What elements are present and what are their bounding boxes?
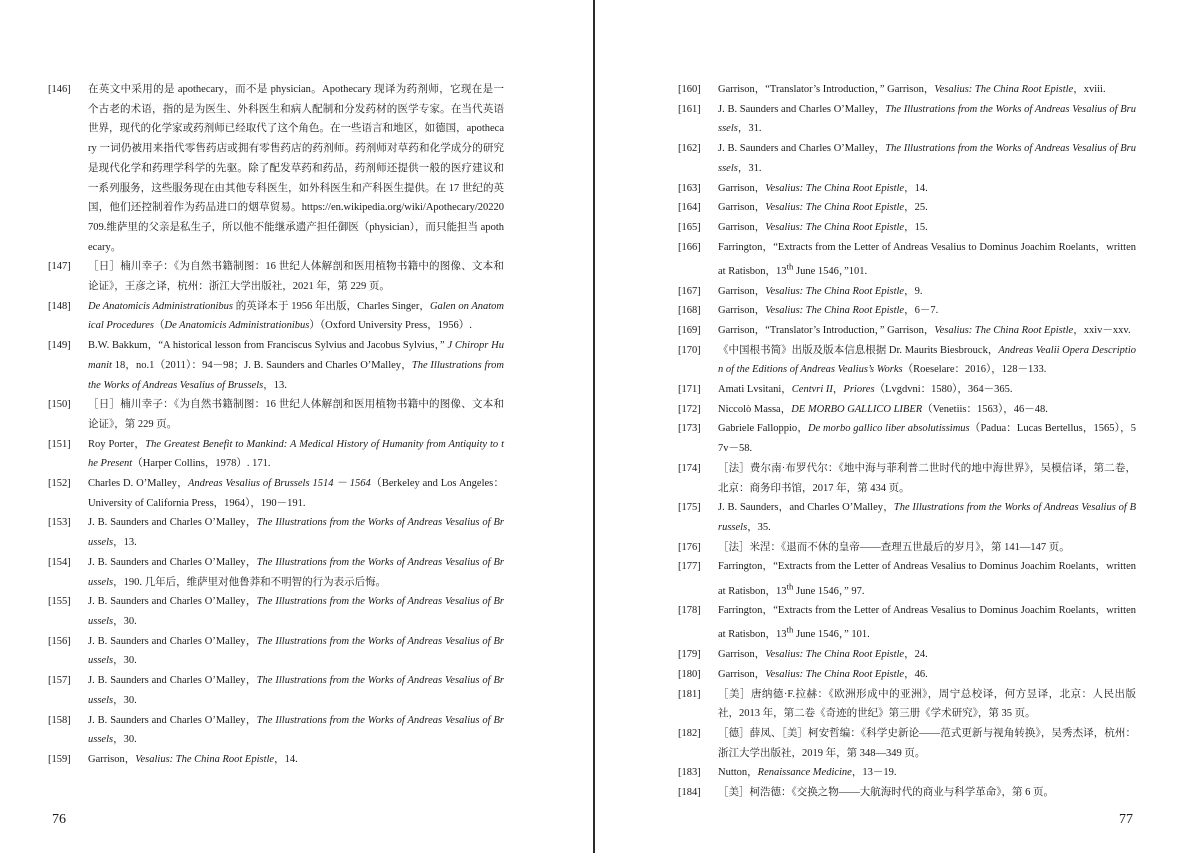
footnote-item xyxy=(48,297,504,336)
footnote-item xyxy=(678,301,1136,321)
book-spine xyxy=(593,0,595,853)
right-page-notes xyxy=(678,80,1136,803)
footnote-text: De Anatomicis Administrationibus 的英译本于 1956 年出版，Charles Singer，Galen on Anatomical Procedures（De Anatomicis Administrationibus）（Oxford University Press，1956）. xyxy=(88,300,504,332)
footnote-text: J. B. Saunders and Charles O’Malley，The Illustrations from the Works of Andreas Vesalius of Brussels，30. xyxy=(88,714,504,746)
footnote-item xyxy=(48,257,504,296)
footnote-item xyxy=(678,557,1136,601)
footnote-number: [156] xyxy=(48,635,71,647)
left-page-notes xyxy=(48,80,504,770)
footnote-number: [147] xyxy=(48,261,71,273)
footnote-text: Garrison，Vesalius: The China Root Epistle，25. xyxy=(718,202,928,214)
footnote-number: [155] xyxy=(48,596,71,608)
footnote-number: [165] xyxy=(678,221,701,233)
footnote-text: Farrington，“Extracts from the Letter of Andreas Vesalius to Dominus Joachim Roelants，written at Ratisbon，13th June 1546，” 97. xyxy=(718,561,1136,597)
footnote-text: J. B. Saunders and Charles O’Malley，The Illustrations from the Works of Andreas Vesalius of Brussels，190. 几年后，维萨里对他鲁莽和不明智的行为表示后悔。 xyxy=(88,556,504,588)
footnote-text: J. B. Saunders and Charles O’Malley，The Illustrations from the Works of Andreas Vesalius of Brussels，30. xyxy=(88,675,504,706)
footnote-text: Garrison，Vesalius: The China Root Epistle，15. xyxy=(718,221,928,233)
footnote-item xyxy=(48,553,504,592)
footnote-number: [166] xyxy=(678,241,701,253)
footnote-number: [173] xyxy=(678,423,701,435)
footnote-number: [167] xyxy=(678,285,701,297)
footnote-text: Roy Porter，The Greatest Benefit to Mankind: A Medical History of Humanity from Antiquity to the Present（Harper Collins，1978）. 171. xyxy=(88,438,505,470)
footnote-item xyxy=(48,671,504,710)
footnote-text: Charles D. O’Malley，Andreas Vesalius of Brussels 1514 － 1564（Berkeley and Los Angeles：University of California Press，1964），190－191. xyxy=(88,478,505,509)
footnote-text: 《中国根书简》出版及版本信息根据 Dr. Maurits Biesbrouck，Andreas Vealii Opera Description of the Editions of Andreas Vealius’s Works（Roeselare：2016），128－133. xyxy=(718,344,1136,376)
footnote-number: [175] xyxy=(678,502,701,514)
footnote-text: J. B. Saunders and Charles O’Malley，The Illustrations from the Works of Andreas Vesalius of Brussels，30. xyxy=(88,635,504,667)
footnote-number: [168] xyxy=(678,305,701,317)
footnote-number: [150] xyxy=(48,399,71,411)
footnote-text: Garrison，Vesalius: The China Root Epistle，9. xyxy=(718,285,923,297)
footnote-item xyxy=(678,198,1136,218)
footnote-text: Amati Lvsitani，Centvri II，Priores（Lvgdvni：1580），364－365. xyxy=(718,384,1013,396)
footnote-text: ［德］薛凤、［美］柯安哲编：《科学史新论——范式更新与视角转换》，吴秀杰译，杭州：浙江大学出版社，2019 年，第 348—349 页。 xyxy=(718,728,1136,759)
footnote-number: [164] xyxy=(678,202,701,214)
footnote-number: [176] xyxy=(678,541,701,553)
footnote-text: J. B. Saunders and Charles O’Malley，The Illustrations from the Works of Andreas Vesalius of Brussels，30. xyxy=(88,596,504,627)
footnote-item xyxy=(678,685,1136,724)
footnote-number: [169] xyxy=(678,324,701,336)
footnote-number: [174] xyxy=(678,462,701,474)
footnote-text: J. B. Saunders and Charles O’Malley，The Illustrations from the Works of Andreas Vesalius of Brussels，13. xyxy=(88,517,504,549)
footnote-item xyxy=(678,321,1136,341)
footnote-item xyxy=(678,665,1136,685)
footnote-text: B.W. Bakkum，“A historical lesson from Franciscus Sylvius and Jacobus Sylvius，” J Chiropr Humanit 18，no.1（2011）：94－98；J. B. Saunders and Charles O’Malley，The Illustrations from the Works of Andreas Vesalius of Brussels，13. xyxy=(88,340,504,391)
footnote-number: [152] xyxy=(48,478,71,490)
footnote-item xyxy=(48,750,504,770)
footnote-number: [170] xyxy=(678,344,701,356)
footnote-item xyxy=(48,435,504,474)
footnote-item xyxy=(678,100,1136,139)
footnote-number: [177] xyxy=(678,561,701,573)
footnote-item xyxy=(48,80,504,257)
footnote-item xyxy=(678,380,1136,400)
footnote-number: [148] xyxy=(48,300,71,312)
footnote-number: [172] xyxy=(678,403,701,415)
footnote-item xyxy=(678,341,1136,380)
footnote-number: [180] xyxy=(678,668,701,680)
footnote-item xyxy=(678,80,1136,100)
footnote-item xyxy=(678,139,1136,178)
footnote-item xyxy=(48,513,504,552)
footnote-item xyxy=(678,400,1136,420)
footnote-text: Garrison，Vesalius: The China Root Epistle，6－7. xyxy=(718,305,939,317)
footnote-number: [182] xyxy=(678,728,701,739)
footnote-number: [154] xyxy=(48,556,71,568)
footnote-number: [151] xyxy=(48,438,71,450)
footnote-text: J. B. Saunders，and Charles O’Malley，The Illustrations from the Works of Andreas Vesalius of Brussels，35. xyxy=(718,502,1136,533)
right-page-number: 77 xyxy=(1119,812,1133,827)
footnote-text: Garrison，Vesalius: The China Root Epistle，14. xyxy=(718,182,928,194)
footnote-number: [160] xyxy=(678,84,701,95)
footnote-item xyxy=(678,538,1136,558)
footnote-number: [159] xyxy=(48,753,71,765)
footnote-item xyxy=(678,282,1136,302)
footnote-text: Garrison，“Translator’s Introduction，” Garrison，Vesalius: The China Root Epistle，xxiv－xxv. xyxy=(718,324,1131,336)
footnote-item xyxy=(678,601,1136,645)
footnote-item xyxy=(678,645,1136,665)
footnote-number: [149] xyxy=(48,340,71,352)
footnote-number: [153] xyxy=(48,517,71,529)
footnote-number: [179] xyxy=(678,649,701,661)
footnote-number: [162] xyxy=(678,143,701,155)
footnote-item xyxy=(48,395,504,434)
footnote-text: Farrington，“Extracts from the Letter of Andreas Vesalius to Dominus Joachim Roelants，written at Ratisbon，13th June 1546，”101. xyxy=(718,241,1136,277)
footnote-item xyxy=(678,179,1136,199)
footnote-item xyxy=(48,592,504,631)
footnote-number: [158] xyxy=(48,714,71,726)
footnote-number: [161] xyxy=(678,103,701,115)
footnote-text: Garrison，Vesalius: The China Root Epistle，24. xyxy=(718,649,928,661)
footnote-text: J. B. Saunders and Charles O’Malley，The Illustrations from the Works of Andreas Vesalius of Brussels，31. xyxy=(718,143,1136,174)
footnote-item xyxy=(678,419,1136,458)
footnote-item xyxy=(678,783,1136,803)
footnote-text: Garrison，“Translator’s Introduction，” Garrison，Vesalius: The China Root Epistle，xviii. xyxy=(718,84,1106,95)
footnote-item xyxy=(678,459,1136,498)
footnote-item xyxy=(48,336,504,395)
footnote-text: ［日］楠川幸子：《为自然书籍制图：16 世纪人体解剖和医用植物书籍中的图像、文本和论证》，第 229 页。 xyxy=(88,399,504,430)
footnote-item xyxy=(678,763,1136,783)
footnote-number: [163] xyxy=(678,182,701,194)
footnote-number: [181] xyxy=(678,688,701,700)
footnote-number: [183] xyxy=(678,767,701,779)
footnote-number: [171] xyxy=(678,384,701,396)
footnote-text: ［法］费尔南·布罗代尔：《地中海与菲利普二世时代的地中海世界》，吴模信译，第二卷，北京：商务印书馆，2017 年，第 434 页。 xyxy=(718,462,1136,494)
footnote-text: Niccolò Massa，DE MORBO GALLICO LIBER（Venetiis：1563），46－48. xyxy=(718,403,1048,415)
footnote-text: Farrington，“Extracts from the Letter of Andreas Vesalius to Dominus Joachim Roelants，written at Ratisbon，13th June 1546，” 101. xyxy=(718,605,1136,641)
footnote-text: Garrison，Vesalius: The China Root Epistle，14. xyxy=(88,753,298,765)
footnote-text: J. B. Saunders and Charles O’Malley，The Illustrations from the Works of Andreas Vesalius of Brussels，31. xyxy=(718,103,1136,135)
footnote-text: ［法］米涅：《退而不休的皇帝——查理五世最后的岁月》，第 141—147 页。 xyxy=(718,541,1070,553)
footnote-number: [157] xyxy=(48,675,71,687)
footnote-item xyxy=(678,498,1136,537)
footnote-text: Gabriele Falloppio，De morbo gallico liber absolutissimus（Padua：Lucas Bertellus，1565），57v－58. xyxy=(718,423,1136,455)
footnote-item xyxy=(678,238,1136,282)
footnote-text: ［美］唐纳德·F.拉赫：《欧洲形成中的亚洲》，周宁总校译，何方昱译，北京：人民出版社，2013 年，第二卷《奇迹的世纪》第三册《学术研究》，第 35 页。 xyxy=(718,688,1136,720)
footnote-text: ［美］柯浩德：《交换之物——大航海时代的商业与科学革命》，第 6 页。 xyxy=(718,787,1054,799)
footnote-text: Nutton，Renaissance Medicine，13－19. xyxy=(718,767,897,779)
footnote-item xyxy=(48,632,504,671)
footnote-number: [178] xyxy=(678,605,701,617)
footnote-number: [146] xyxy=(48,84,71,95)
footnote-number: [184] xyxy=(678,787,701,799)
footnote-item xyxy=(678,218,1136,238)
footnote-item xyxy=(678,724,1136,763)
left-page-number: 76 xyxy=(52,812,66,827)
footnote-item xyxy=(48,711,504,750)
footnote-item xyxy=(48,474,504,513)
footnote-text: Garrison，Vesalius: The China Root Epistle，46. xyxy=(718,668,928,680)
footnote-text: 在英文中采用的是 apothecary，而不是 physician。Apothecary 现译为药剂师，它现在是一个古老的术语，指的是为医生、外科医生和病人配制和分发药材的医学专家。在当代英语世界，现代的化学家或药剂师已经取代了这个角色。在一些语言和地区，如德国，apothecary 一词仍被用来指代零售药店或拥有零售药店的药剂师。药剂师对草药和化学成分的研究是现代化学和药理学科学的先驱。除了配发草药和药品，药剂师还提供一般的医疗建议和一系列服务，这些服务现在由其他专科医生，如外科医生和产科医生提供。在 17 世纪的英国，他们还控制着作为药品进口的烟草贸易。https://en.wikipedia.org/wiki/Apothecary/20220709.维萨里的父亲是私生子，所以他不能继承遗产担任御医（physician），而只能担当 apothecary。 xyxy=(88,84,504,253)
footnote-text: ［日］楠川幸子：《为自然书籍制图：16 世纪人体解剖和医用植物书籍中的图像、文本和论证》，王彦之译，杭州：浙江大学出版社，2021 年，第 229 页。 xyxy=(88,261,504,293)
